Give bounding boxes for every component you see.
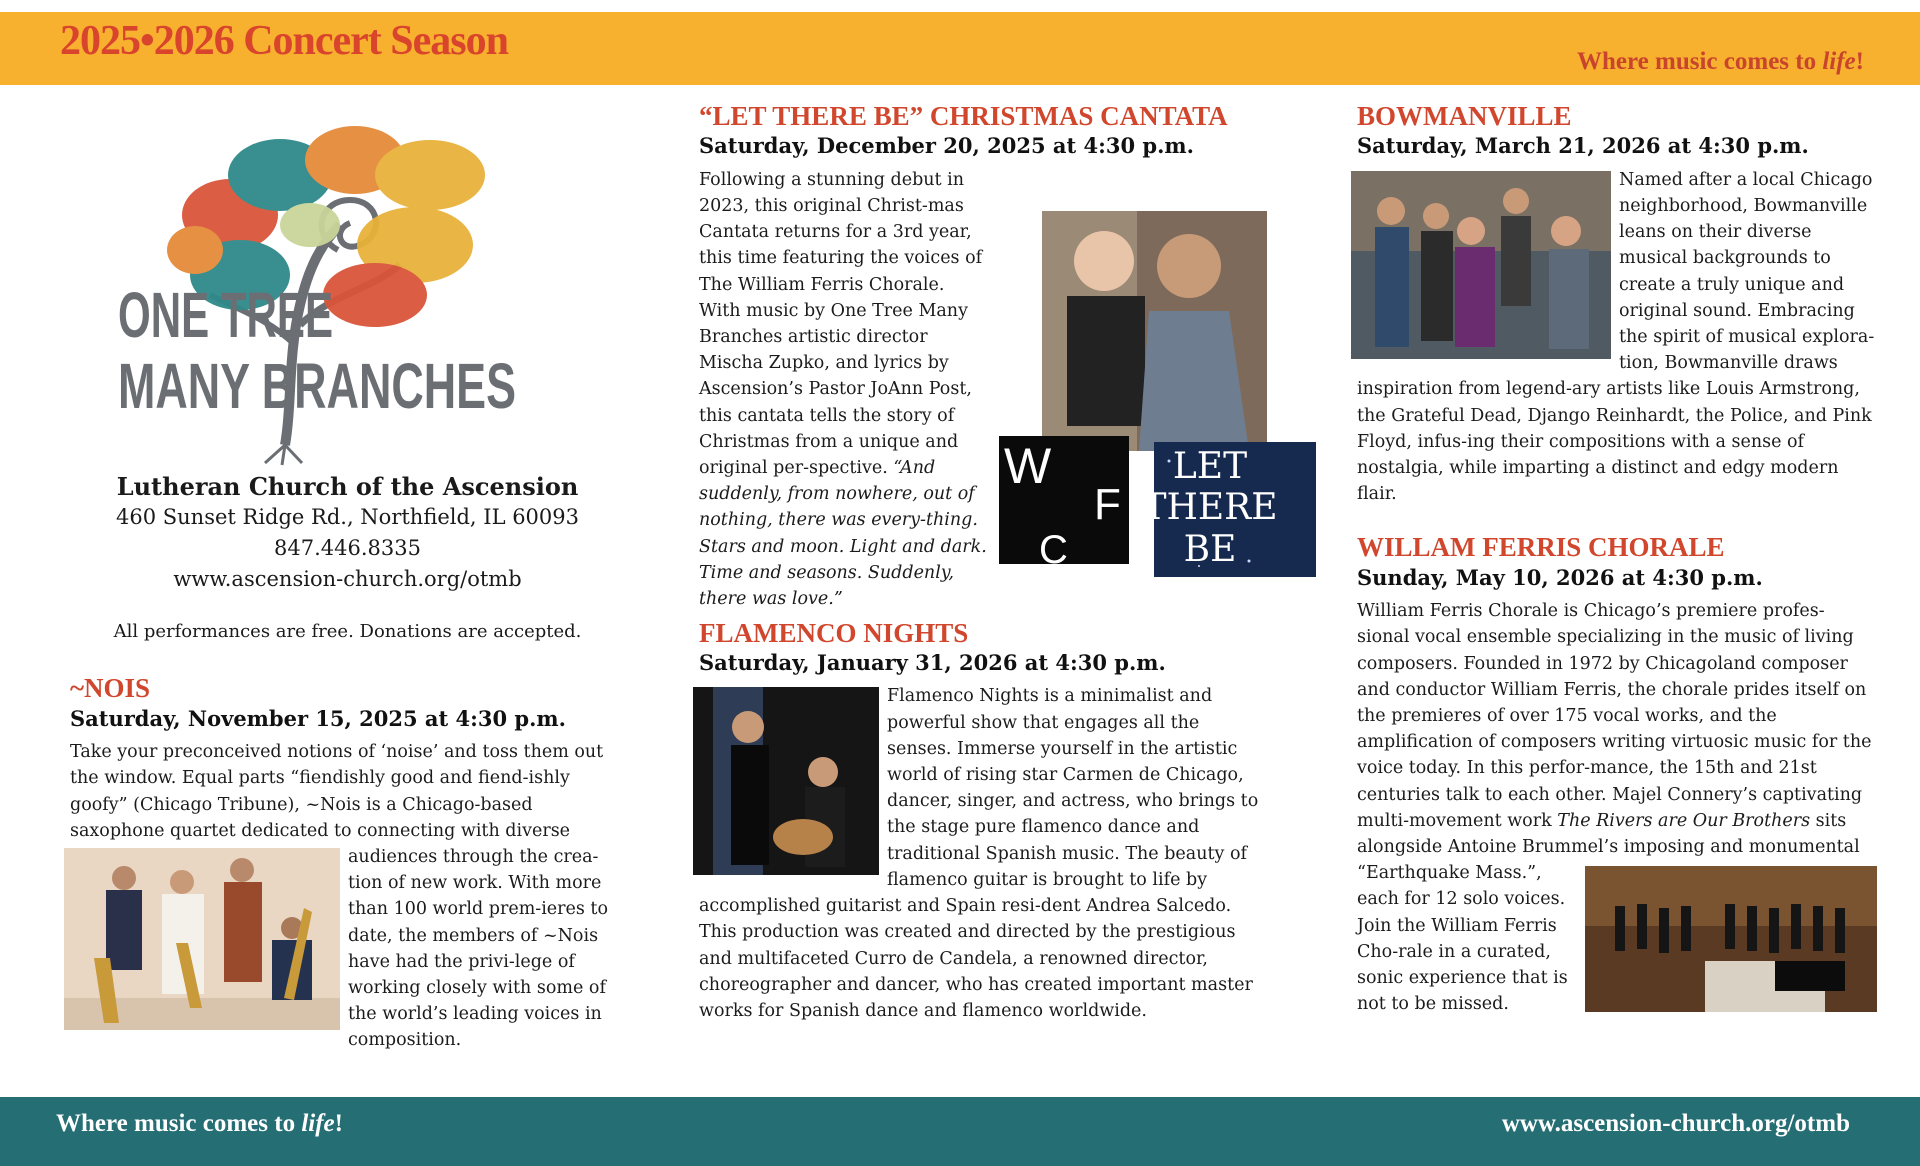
logo-line2: MANY BRANCHES [118, 350, 516, 422]
concert-bowmanville [1357, 100, 1877, 507]
concert-description: Named after a local Chicago neighborhood, Bowmanville leans on their diverse musical backgrounds to create a truly unique and original sound. Embracing the spirit of musical explora-tion, Bowmanville draws inspiration from legend-ary artists like Louis Armstrong, the Grateful Dead, Django Reinhardt, the Police, and Pink Floyd, infus-ing their compositions with a sense of nostalgia, while imparting a distinct and edgy modern flair. [1357, 167, 1877, 508]
free-admission-note: All performances are free. Donations are accepted. [113, 621, 582, 643]
nois-quartet-photo [64, 848, 340, 1030]
svg-text:C: C [1039, 527, 1068, 572]
concert-title: “LET THERE BE” CHRISTMAS CANTATA [699, 101, 1228, 131]
church-address: 460 Sunset Ridge Rd., Northfield, IL 60093 [116, 505, 579, 530]
concert-title: WILLAM FERRIS CHORALE [1357, 532, 1725, 563]
concert-description: W F C LET THERE BE Following a stunning debut in 2023, this original Christ-mas Cantata returns for a 3rd year, this time featuring the voices of The William Ferris Chorale. With music by One Tree Many Branches artistic director Mischa Zupko, and lyrics by Ascension’s Pastor JoAnn Post, this cantata tells the story of Christmas from a unique and original per-spective. “And suddenly, from nowhere, out of nothing, there was every-thing. Stars and moon. Light and dark. Time and seasons. Suddenly, there was love.” [699, 167, 1267, 607]
concert-title: FLAMENCO NIGHTS [699, 617, 969, 648]
concert-description: William Ferris Chorale is Chicago’s premiere profes-sional vocal ensemble specializing in the music of living composers. Founded in 1972 by Chicagoland composer and conductor William Ferris, the chorale prides itself on the premieres of over 175 vocal works, and the amplification of composers writing virtuosic music for the voice today. In this perfor-mance, the 15th and 21st centuries talk to each other. Majel Connery’s captivating multi-movement work The Rivers are Our Brothers sits alongside Antoine Brummel’s imposing and monumental “Earthquake Mass.”, each for 12 solo voices. Join the William Ferris Cho-rale in a curated, sonic experience that is not to be missed. [1357, 598, 1877, 1017]
concert-description: Take your preconceived notions of ‘noise’ and toss them out the window. Equal parts “fiendishly good and fiend-ishly goofy” (Chicago Tribune), ~Nois is a Chicago-based saxophone quartet dedicated to connecting with diverse audiences through the crea-tion of new work. With more than 100 world prem-ieres to date, the members of ~Nois have had the privi-lege of working closely with some of the world’s leading voices in composition. [70, 739, 625, 1053]
church-website[interactable]: www.ascension-church.org/otmb [173, 567, 522, 592]
tree-logo-icon [70, 105, 625, 465]
svg-text:F: F [1094, 479, 1121, 529]
concert-title: ~NOIS [70, 673, 151, 704]
concert-date: Sunday, May 10, 2026 at 4:30 p.m. [1357, 564, 1763, 590]
logo-line1: ONE TREE [118, 279, 333, 351]
column-left [70, 105, 625, 1054]
wfc-logo: W [1004, 437, 1052, 494]
season-title: 2025•2026 Concert Season [60, 18, 509, 64]
church-phone: 847.446.8335 [274, 536, 421, 561]
column-middle [699, 100, 1278, 1024]
concert-cantata [699, 100, 1278, 609]
svg-text:BE: BE [1183, 528, 1237, 570]
concert-chorale [1357, 531, 1877, 1017]
chorale-photo [1585, 866, 1877, 1012]
footer-tagline: Where music comes to life! [56, 1110, 343, 1137]
footer-url[interactable]: www.ascension-church.org/otmb [1501, 1110, 1850, 1137]
flamenco-photo [693, 687, 879, 875]
one-tree-logo [70, 105, 625, 465]
header-tagline: Where music comes to life! [1577, 48, 1864, 75]
concert-date: Saturday, March 21, 2026 at 4:30 p.m. [1357, 133, 1809, 159]
concert-date: Saturday, January 31, 2026 at 4:30 p.m. [699, 650, 1166, 676]
cantata-art [999, 211, 1278, 611]
column-right [1357, 100, 1877, 1017]
concert-description: Flamenco Nights is a minimalist and powerful show that engages all the senses. Immerse yourself in the artistic world of rising star Carmen de Chicago, dancer, singer, and actress, who brings to the stage pure flamenco dance and traditional Spanish music. The beauty of flamenco guitar is brought to life by accomplished guitarist and Spain resi-dent Andrea Salcedo. This production was created and directed by the prestigious and multifaceted Curro de Candela, a renowned director, choreographer and dancer, who has created important master works for Spanish dance and flamenco worldwide. [699, 683, 1267, 1024]
church-name: Lutheran Church of the Ascension [116, 472, 579, 501]
concert-title: BOWMANVILLE [1357, 101, 1572, 131]
svg-text:THERE: THERE [1142, 486, 1278, 528]
concert-date: Saturday, December 20, 2025 at 4:30 p.m. [699, 133, 1194, 159]
svg-text:LET: LET [1172, 445, 1248, 487]
concert-flamenco [699, 617, 1267, 1024]
concert-date: Saturday, November 15, 2025 at 4:30 p.m. [70, 705, 566, 731]
bowmanville-photo [1351, 171, 1611, 359]
concert-nois [70, 672, 625, 1053]
